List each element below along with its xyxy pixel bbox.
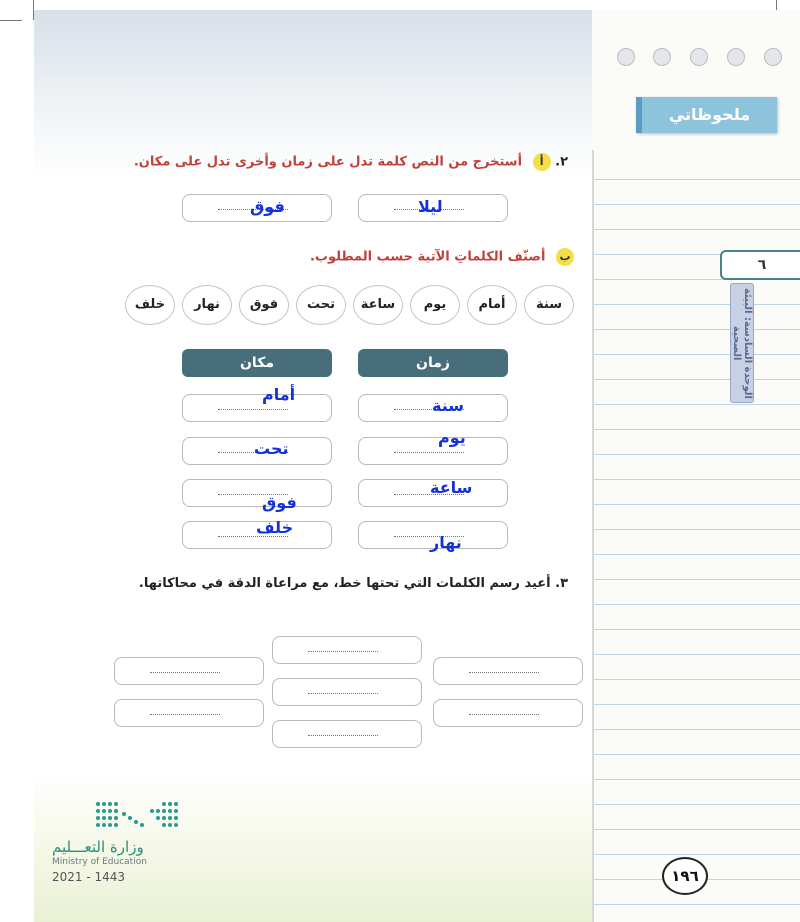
word-pill: أمام — [467, 285, 517, 325]
word-pill: نهار — [182, 285, 232, 325]
question-3-text: ٣. أعيد رسم الكلمات التي تحتها خط، مع مراعاة الدقة في محاكاتها. — [138, 576, 568, 591]
binder-hole-icon — [764, 48, 782, 66]
handwritten-answer: خلف — [256, 518, 294, 537]
handwritten-answer: فوق — [262, 493, 297, 512]
word-pill: تحت — [296, 285, 346, 325]
copy-box[interactable] — [114, 657, 264, 685]
binder-hole-icon — [727, 48, 745, 66]
dotted-line — [469, 672, 539, 673]
ministry-name-arabic: وزارة التعـــليم — [52, 838, 144, 856]
dotted-line — [218, 409, 288, 410]
dotted-line — [150, 714, 220, 715]
binder-hole-icon — [617, 48, 635, 66]
copy-box[interactable] — [272, 678, 422, 706]
handwritten-answer: أمام — [262, 385, 296, 404]
handwritten-answer: سنة — [432, 396, 464, 415]
word-pill: خلف — [125, 285, 175, 325]
dotted-line — [308, 735, 378, 736]
binder-hole-icon — [690, 48, 708, 66]
edition-year: 2021 - 1443 — [52, 870, 126, 884]
column-header-place: مكان — [182, 349, 332, 377]
word-pill: يوم — [410, 285, 460, 325]
answer-box-place[interactable] — [182, 479, 332, 507]
handwritten-answer: نهار — [430, 533, 462, 552]
dotted-line — [394, 452, 464, 453]
ministry-logo-icon — [94, 800, 184, 830]
question-2b-title — [310, 248, 574, 266]
crop-mark — [0, 20, 22, 21]
copy-box[interactable] — [433, 657, 583, 685]
question-2a-text: أستخرج من النص كلمة تدل على زمان وأخرى تدل على مكان. — [133, 154, 523, 170]
binder-hole-icon — [653, 48, 671, 66]
word-pill: سنة — [524, 285, 574, 325]
question-2b-text: أصنّف الكلماتِ الآتية حسب المطلوب. — [309, 249, 546, 265]
ministry-name-english: Ministry of Education — [52, 857, 147, 867]
word-pill: ساعة — [353, 285, 403, 325]
badge-ba: ب — [556, 248, 574, 266]
notes-banner: ملحوظاتي — [636, 97, 777, 133]
dotted-line — [308, 651, 378, 652]
answer-box-place[interactable] — [182, 394, 332, 422]
dotted-line — [150, 672, 220, 673]
handwritten-answer: ليلا — [418, 197, 443, 216]
copy-box[interactable] — [433, 699, 583, 727]
dotted-line — [308, 693, 378, 694]
question-2a-title — [134, 153, 568, 171]
copy-box[interactable] — [114, 699, 264, 727]
word-pill: فوق — [239, 285, 289, 325]
answer-box-time[interactable] — [358, 437, 508, 465]
crop-mark — [33, 0, 34, 20]
handwritten-answer: تحت — [254, 439, 289, 458]
unit-number-tab: ٦ — [720, 250, 800, 280]
question-number: ٢. — [555, 154, 568, 170]
copy-box[interactable] — [272, 720, 422, 748]
copy-box[interactable] — [272, 636, 422, 664]
unit-label-strip: الوحدة السادسة: البيئة الصحية — [730, 283, 754, 403]
worksheet-page — [34, 10, 592, 922]
handwritten-answer: ساعة — [430, 478, 473, 497]
column-header-time: زمان — [358, 349, 508, 377]
dotted-line — [469, 714, 539, 715]
badge-alif: أ — [533, 153, 551, 171]
page-number: ١٩٦ — [662, 857, 708, 895]
handwritten-answer: يوم — [438, 428, 466, 447]
handwritten-answer: فوق — [250, 197, 285, 216]
